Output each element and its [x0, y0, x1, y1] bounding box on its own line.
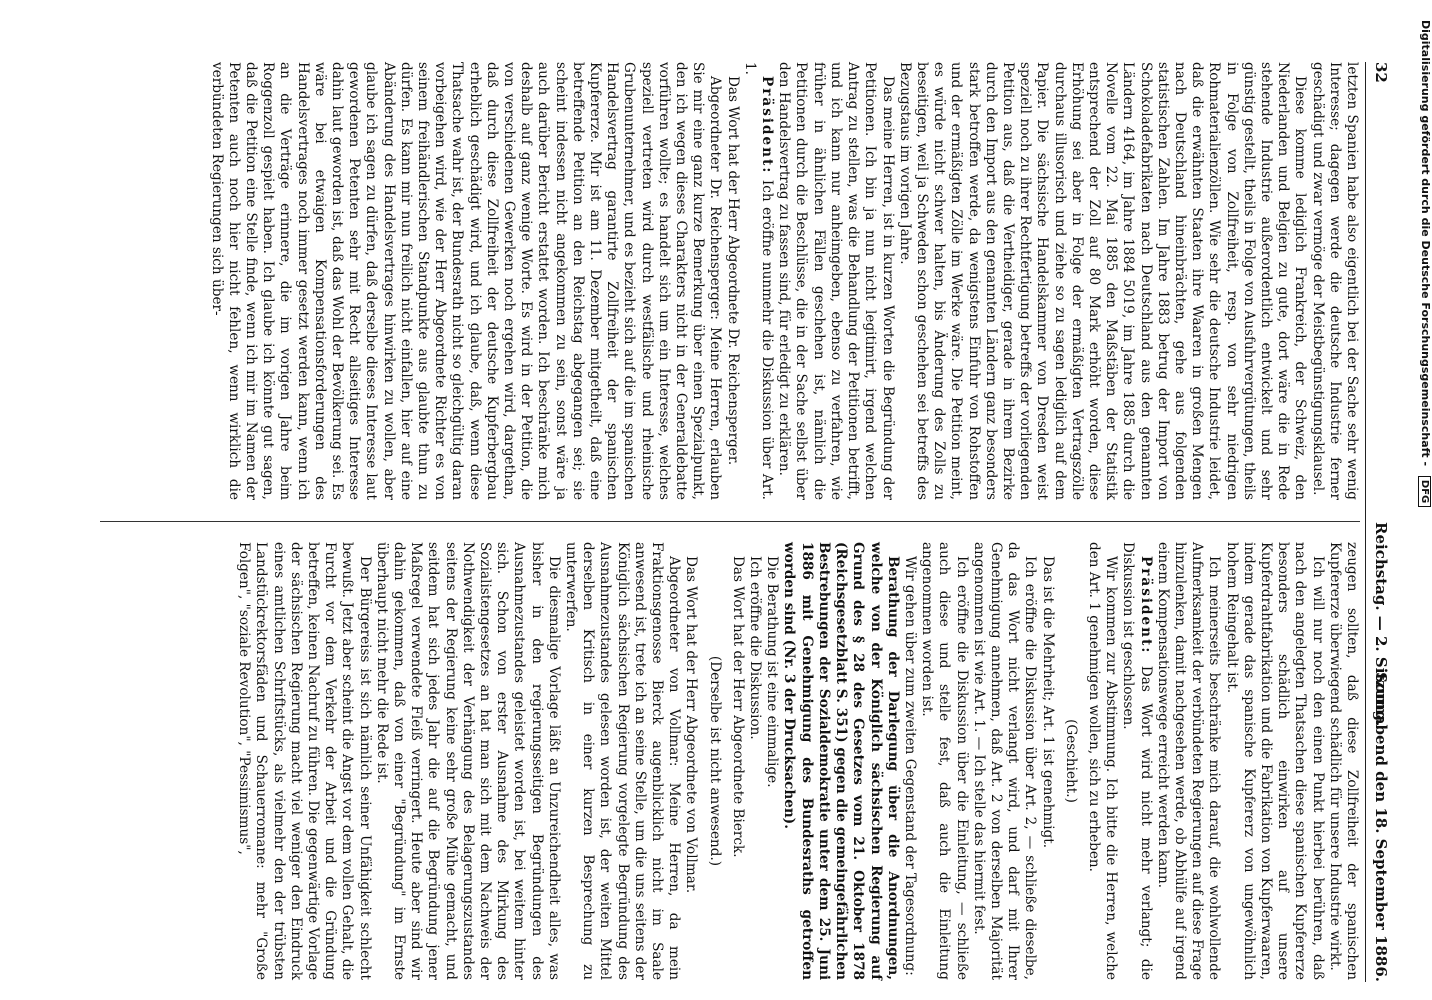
paragraph: zeugen sollten, daß diese Zollfreiheit der spanischen Kupfererze überwiegend schädlich für unsere Industrie wirkt.: [1326, 542, 1360, 980]
paragraph: Ich eröffne die Diskussion über die Einleitung, — schließe auch diese und stelle fest, daß auch die Einleitung angenommen worden ist.: [919, 542, 970, 980]
paragraph: Das meine Herren, ist in kurzen Worten die Begründung der Petitionen. Ich bin ja nun nicht legitimirt, irgend welchen Antrag zu stellen, was die Behandlung der Petitionen betrifft, und ich kann nur anheimgeben, ebenso zu verfahren, wie früher in ähnlichen Fällen geschehen ist, nämlich die Petitionen durch die Beschlüsse, die in der Sache selbst über den Handelsvertrag zu fassen sind, für erledigt zu erklären.: [776, 62, 896, 500]
president-statement: [1119, 542, 1153, 980]
paragraph: Abgeordneter von Vollmar: Meine Herren, da mein Fraktionsgenosse Bierck augenblicklich nicht im Saale anwesend ist, trete ich an seine Stelle, um die uns seitens der Königlich sächsischen Regierung vorgelegte Begründung des Ausnahmezustandes gelesen worden ist, der weiten Mittel derselben Kritisch in einer kurzen Besprechung zu unterwerfen.: [563, 542, 683, 980]
stage-direction: (Derselbe ist nicht anwesend.): [706, 655, 723, 867]
footer-text: Digitalisierung gefördert durch die Deutsche Forschungsgemeinschaft -: [1419, 20, 1432, 467]
paragraph: Das Wort hat der Herr Abgeordnete von Vollmar.: [683, 556, 700, 894]
president-text: Das Wort wird nicht mehr verlangt; die Diskussion ist geschlossen.: [1120, 542, 1154, 980]
speaker-name: Präsident:: [1137, 556, 1154, 655]
paragraph: Wir gehen über zum zweiten Gegenstand der Tagesordnung:: [901, 556, 918, 976]
paragraph: Ich will nur noch den einen Punkt hierbei berühren, daß nach den angelegten Thatsachen diese spanischen Kupfererze besonders schädlich einwirken auf unsere Kupferdrahtfabrikation und die Fabrikation von Kupferwaaren, indem gerade das spanische Kupfererz von ungewöhnlich hohem Reingehalt ist.: [1223, 542, 1326, 980]
session-date: Sonnabend den 18. September 1886.: [1372, 672, 1390, 982]
session-title: Reichstag. — 2. Sitzung.: [1372, 522, 1390, 727]
digitization-footer: [1418, 20, 1430, 980]
footer-text-wrap: [1419, 20, 1432, 980]
paragraph: Abgeordneter Dr. Reichensperger: Meine Herren, erlauben Sie mir eine ganz kurze Bemerkung über einen Spezialpunkt, den ich wegen dieses Charakters nicht in der Generaldebatte vorführen wollte; es handelt sich um ein Interesse, welches speziell vertreten wird durch westfälische und rheinische Grubenunternehmer, und es bezieht sich auf die im spanischen Handelsvertrag garantirte Zollfreiheit der spanischen Kupfererze. Mir ist am 11. Dezember mitgetheilt, daß eine betreffende Petition an den Reichstag abgegangen sei; sie scheint indessen nicht angekommen zu sein, sonst wäre ja auch darüber Bericht erstattet worden. Ich beschränke mich deshalb auf ganz wenige Worte. Es wird in der Petition, die von verschiedenen Gewerken noch ergehen wird, dargethan, daß durch diese Zollfreiheit der deutsche Kupferbergbau erheblich geschädigt wird, und ich glaube, daß, wenn diese Thatsache wahr ist, der Bundesrath nicht so gleichgültig daran vorbeigehen wird, wie der Herr Abgeordnete Richter es von seinem freihändlerischen Standpunkte aus glaubte thun zu dürfen. Es kann mir nun freilich nicht einfallen, hier auf eine Abänderung des Handelsvertrages hinwirken zu wollen, aber glaube ich sagen zu dürfen, daß derselbe dieses Interesse laut gewordenen Petenten sehr mit Recht allseitiges Interesse dahin laut geworden ist, daß das Wohl der Bevölkerung sei. Es wäre bei etwaigen Kompensationsforderungen des Handelsvertrages noch immer gesetzt werden kann, wenn ich an die Verträge erinnere, die im vorigen Jahre beim Roggenzoll gespielt haben. Ich glaube ich könnte gut sagen, daß die Petition eine Stelle finde, wenn ich mir im Namen der Petenten auch noch hier nicht fehlen, wenn wirklich die verbündeten Regierungen sich über-: [208, 62, 724, 500]
header-rule: [1365, 62, 1366, 982]
page-header: [1370, 62, 1390, 982]
left-column: [207, 62, 1360, 500]
paragraph: Die diesmalige Vorlage läßt an Unzureichendheit alles, was bisher in den regierungsseitigen Begründungen des Ausnahmezustandes geleistet worden ist, bei weitem hinter sich. Schon von erster Ausnahme des Mirkung des Sozialistengesetzes an hat man sich mit dem Nachweis der Nothwendigkeit der Verhängung des Belagerungszustandes seitens der Regierung keine sehr große Mühe gemacht, und seitdem hat sich jedes Jahr die auf die Begründung jener Maßregel verwendete Fleiß verringert. Heute aber sind wir dahin gekommen, daß von einer "Begründung" im Ernste überhaupt nicht mehr die Rede ist.: [373, 542, 562, 980]
dfg-logo: DFG: [1419, 476, 1432, 507]
column-divider: [100, 521, 1360, 522]
right-column: [235, 542, 1360, 980]
paragraph: Das Wort hat der Herr Abgeordnete Bierck.: [729, 556, 746, 858]
stage-direction: (Geschieht.): [1062, 719, 1079, 803]
paragraph: Die Berathung ist eine einmalige.: [764, 556, 781, 788]
page-number: 32: [1372, 62, 1390, 83]
paragraph: Das ist die Mehrheit; Art. 1 ist genehmigt.: [1039, 556, 1056, 849]
paragraph: Wir kommen zur Abstimmung. Ich bitte die Herren, welche den Art. 1 genehmigen wollen, sich zu erheben.: [1085, 542, 1120, 980]
paragraph: Diese komme lediglich Frankreich, der Schweiz, den Niederlanden und Belgien zu gute, dort wäre die in Rede stehende Industrie außerordentlich entwickelt und sehr günstig gestellt, theils in Folge von Ausfuhrvergütungen, theils in Folge von Zollfreiheit, resp. von sehr niedrigen Rohmaterialienzöllen. Wie sehr die deutsche Industrie leidet, daß die erwähnten Staaten ihre Waaren in großen Mengen nach Deutschland hineinbrächten, gehe aus folgenden statistischen Zahlen. Im Jahre 1883 betrug der Import von Schokoladefabrikaten nach Deutschland aus den genannten Ländern 4164, im Jahre 1884 5019, im Jahre 1885 durch die Novelle vom 22. Mai 1885 den Maßstäben der Statistik entsprechend der Zoll auf 80 Mark erhöht worden, diese Erhöhung sei aber in Folge der ermäßigten Vertragszölle durchaus illusorisch und ziehe so zu sagen lediglich auf dem Papier. Die sächsische Handelskammer von Dresden weist speziell noch zu ihrer Rechtfertigung betreffs der vorliegenden Petition aus, daß die Vertheidiger, gerade in ihrem Bezirke durch den Import aus den genannten Ländern ganz besonders stark betroffen werde, da wenigstens Einfuhr von Rohstoffen und der ermäßigten Zölle im Werke wäre. Die Petition meint, es würde nicht schwer halten, bis Änderung des Zolls zu beseitigen, weil ja Schweden schon geschehen sei betreffs des Bezugstaus im vorigen Jahre.: [896, 62, 1309, 500]
paragraph: Ich eröffne die Diskussion über Art. 2, — schließe dieselbe, da das Wort nicht verlangt wird, und darf mit Ihrer Genehmigung annehmen, daß Art. 2 von derselben Majorität angenommen ist wie Art. 1. — Ich stelle das hiermit fest.: [970, 542, 1039, 980]
paragraph: Ich eröffne die Diskussion.: [747, 556, 764, 740]
agenda-heading: Berathung der Darlegung über die Anordnungen, welche von der Königlich sächsischen Regierung auf Grund des § 28 des Gesetzes vom 21. Oktober 1878 (Reichsgesetzblatt S. 351) gegen die gemeingefährlichen Bestrebungen der Sozialdemokratie unter dem 25. Juni 1886 mit Genehmigung des Bundesraths getroffen worden sind (Nr. 3 der Drucksachen).: [781, 542, 901, 980]
speaker-name: Präsident:: [759, 76, 776, 175]
president-text: Ich eröffne nunmehr die Diskussion über Art. 1.: [741, 62, 776, 501]
president-statement: [741, 62, 775, 500]
paragraph: letzten Spanien habe also eigentlich bei der Sache sehr wenig Interesse; dagegen werde die deutsche Industrie ferner geschädigt und zwar vermöge der Meistbegünstigungsklausel.: [1309, 62, 1360, 500]
paragraph: Der Bürgereiss ist sich nämlich seiner Unfähigkeit schlecht bewußt. Jetzt aber scheint die Angst vor dem vollen Gehalt, die Furcht vor dem Verkehr der Arbeit und die Gründung betreffen, keinen Nachruf zu führen. Die gegenwärtige Vorlage der sächsischen Regierung macht viel weniger den Eindruck eines amtlichen Schriftstücks, als vielmehr den der trübsten Landstückrektorsfäden und Schauerromane: mehr "Große Folgen", "soziale Revolution", "Pessimismus",: [236, 542, 373, 980]
paragraph: Ich meinerseits beschränke mich darauf, die wohlwollende Aufmerksamkeit der verbündeten Regierungen auf diese Frage hinzulenken, damit nachgesehen werde, ob Abhülfe auf irgend einem Kompensationswege erreicht werden kann.: [1154, 542, 1223, 980]
president-line: Das Wort hat der Herr Abgeordnete Dr. Reichensperger.: [724, 76, 741, 466]
rotated-page: [45, 62, 1390, 982]
